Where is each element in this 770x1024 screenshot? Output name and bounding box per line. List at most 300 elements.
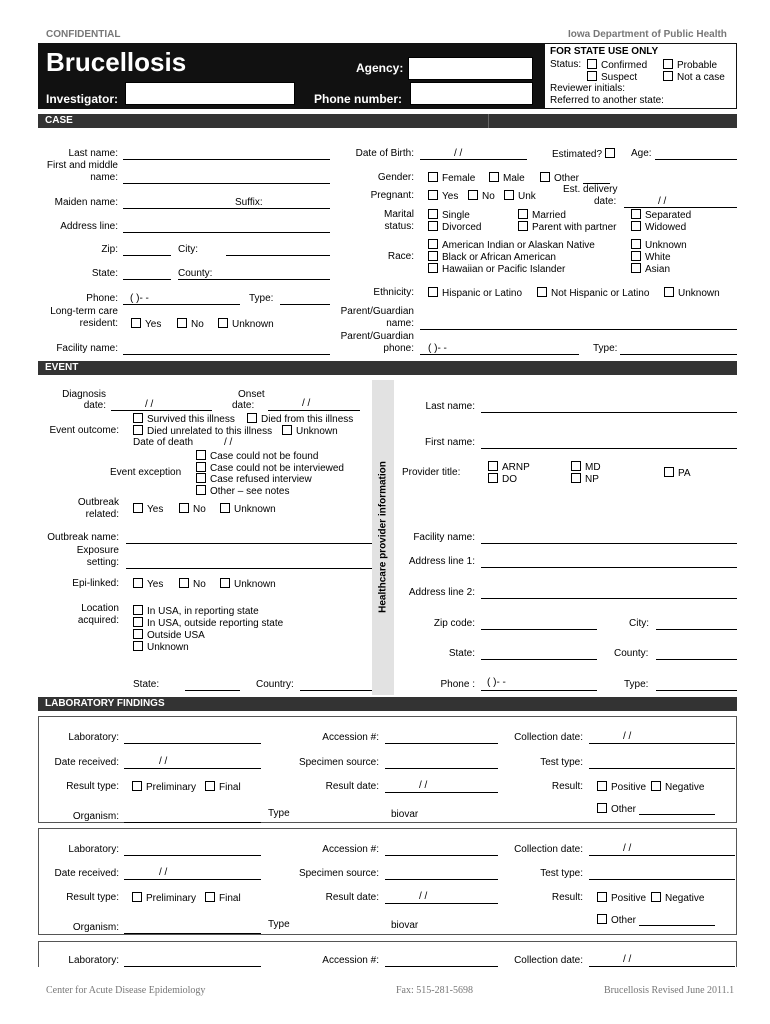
provider-np[interactable] <box>571 473 599 485</box>
checkbox-icon <box>664 467 674 477</box>
loc-in-state-label: In USA, in reporting state <box>147 606 259 617</box>
location-unknown[interactable] <box>133 641 189 653</box>
status-confirmed[interactable] <box>587 59 647 71</box>
ltc-label-2: resident: <box>79 318 118 329</box>
provider-arnp[interactable] <box>488 461 530 473</box>
preliminary-label: Preliminary <box>146 893 197 904</box>
organism-label: Organism: <box>72 922 119 933</box>
outbreak-related-label-2: related: <box>85 509 119 520</box>
state-field[interactable] <box>123 279 171 280</box>
checkbox-icon <box>518 209 528 219</box>
exposure-label-1: Exposure <box>76 545 119 556</box>
suffix-label: Suffix: <box>235 197 263 208</box>
single-label: Single <box>442 210 470 221</box>
provider-type-label: Type: <box>624 679 649 690</box>
provider-type-field[interactable] <box>656 690 737 691</box>
checkbox-icon <box>133 617 143 627</box>
outcome-died-unrelated[interactable] <box>133 425 272 437</box>
est-delivery-field[interactable] <box>624 207 737 208</box>
checkbox-icon <box>196 485 206 495</box>
epi-yes[interactable] <box>133 578 163 590</box>
case-bar-divider <box>488 114 489 128</box>
accession-field[interactable] <box>385 966 498 967</box>
phone-format: ( )- - <box>130 293 149 304</box>
date-received-field[interactable] <box>124 768 261 769</box>
organism-field[interactable] <box>124 822 261 823</box>
checkbox-icon <box>132 781 142 791</box>
lab-result-box-2 <box>38 828 737 935</box>
provider-facility-label: Facility name: <box>413 532 475 543</box>
result-final[interactable] <box>205 781 241 793</box>
estimated-label: Estimated? <box>552 149 603 160</box>
ltc-label-1: Long-term care <box>50 306 118 317</box>
zip-field[interactable] <box>123 255 171 256</box>
other-label: Other <box>611 915 637 926</box>
checkbox-icon <box>133 425 143 435</box>
guardian-phone-label-2: phone: <box>383 343 414 354</box>
provider-city-label: City: <box>629 618 649 629</box>
dob-slashes: / / <box>454 148 463 159</box>
guardian-phone-label-1: Parent/Guardian <box>340 331 414 342</box>
probable-label: Probable <box>677 60 718 71</box>
department-label: Iowa Department of Public Health <box>568 29 727 40</box>
onset-date-field[interactable] <box>268 410 360 411</box>
reviewer-initials-label: Reviewer initials: <box>550 83 626 94</box>
checkbox-icon <box>663 71 673 81</box>
result-date-field[interactable] <box>385 903 498 904</box>
guardian-phone-format: ( )- - <box>428 343 447 354</box>
phone-field[interactable] <box>123 304 240 305</box>
county-field[interactable] <box>178 279 330 280</box>
last-name-field[interactable] <box>123 159 330 160</box>
collection-date-label: Collection date: <box>514 955 583 966</box>
est-delivery-label-1: Est. delivery <box>563 184 618 195</box>
checkbox-icon <box>205 781 215 791</box>
ltc-unknown[interactable] <box>218 318 274 330</box>
exception-refused[interactable] <box>196 473 312 485</box>
ethnicity-hispanic[interactable] <box>428 287 522 299</box>
exposure-field[interactable] <box>126 568 372 569</box>
gender-label: Gender: <box>377 172 414 183</box>
checkbox-icon <box>488 473 498 483</box>
other-label: Other <box>554 173 580 184</box>
laboratory-field[interactable] <box>124 855 261 856</box>
lab-result-box-1 <box>38 716 737 823</box>
negative-label: Negative <box>665 782 705 793</box>
guardian-name-label-1: Parent/Guardian <box>340 306 414 317</box>
checkbox-icon <box>428 251 438 261</box>
agency-label: Agency: <box>356 61 404 75</box>
checkbox-icon <box>587 59 597 69</box>
state-label: State: <box>91 268 118 279</box>
first-middle-label-1: First and middle <box>46 160 118 171</box>
marital-separated[interactable] <box>631 209 691 221</box>
provider-title-label: Provider title: <box>402 467 461 478</box>
type-label: Type <box>268 919 290 930</box>
final-label: Final <box>219 782 241 793</box>
dob-label: Date of Birth: <box>355 148 414 159</box>
marital-parent-partner[interactable] <box>518 221 617 233</box>
provider-first-name-label: First name: <box>424 437 475 448</box>
status-suspect[interactable] <box>587 71 637 83</box>
date-received-field[interactable] <box>124 879 261 880</box>
result-other-field[interactable] <box>639 925 715 926</box>
result-positive[interactable] <box>597 892 646 904</box>
date-of-death-label: Date of death <box>133 437 194 448</box>
pregnant-no[interactable] <box>468 190 495 202</box>
location-outside-usa[interactable] <box>133 629 205 641</box>
maiden-name-field[interactable] <box>123 208 330 209</box>
result-preliminary[interactable] <box>132 781 196 793</box>
onset-slashes: / / <box>302 398 311 409</box>
provider-do[interactable] <box>488 473 517 485</box>
phone-number-field[interactable] <box>410 82 533 105</box>
dob-field[interactable] <box>420 159 527 160</box>
loc-unknown-label: Unknown <box>147 642 189 653</box>
race-unknown-label: Unknown <box>645 240 687 251</box>
epi-no[interactable] <box>179 578 206 590</box>
marital-label-1: Marital <box>383 209 414 220</box>
checkbox-icon <box>597 892 607 902</box>
checkbox-icon <box>196 450 206 460</box>
date-received-label: Date received: <box>54 757 119 768</box>
laboratory-label: Laboratory: <box>68 955 119 966</box>
exposure-label-2: setting: <box>86 557 119 568</box>
checkbox-icon <box>282 425 292 435</box>
checkbox-icon <box>133 503 143 513</box>
male-label: Male <box>503 173 525 184</box>
outbreak-name-field[interactable] <box>126 543 372 544</box>
ethnicity-unknown[interactable] <box>664 287 720 299</box>
test-type-field[interactable] <box>589 768 735 769</box>
checkbox-icon <box>220 578 230 588</box>
provider-facility-field[interactable] <box>481 543 737 544</box>
checkbox-icon <box>133 641 143 651</box>
checkbox-icon <box>651 781 661 791</box>
result-other-field[interactable] <box>639 814 715 815</box>
suspect-label: Suspect <box>601 72 638 83</box>
age-field[interactable] <box>655 159 737 160</box>
result-other[interactable] <box>597 914 636 926</box>
lab-result-box-3 <box>38 941 737 967</box>
negative-label: Negative <box>665 893 705 904</box>
provider-zip-field[interactable] <box>481 629 597 630</box>
specimen-source-field[interactable] <box>385 768 498 769</box>
zip-label: Zip: <box>101 244 118 255</box>
gender-male[interactable] <box>489 172 525 184</box>
location-out-state[interactable] <box>133 617 283 629</box>
checkbox-icon <box>605 148 615 158</box>
provider-state-field[interactable] <box>481 659 597 660</box>
provider-last-name-field[interactable] <box>481 412 737 413</box>
checkbox-icon <box>133 629 143 639</box>
checkbox-icon <box>518 221 528 231</box>
status-probable[interactable] <box>663 59 717 71</box>
np-label: NP <box>585 474 599 485</box>
address-line-field[interactable] <box>123 232 330 233</box>
test-type-field[interactable] <box>589 879 735 880</box>
no-label: No <box>191 319 204 330</box>
organism-label: Organism: <box>72 811 119 822</box>
checkbox-icon <box>428 209 438 219</box>
checkbox-icon <box>428 239 438 249</box>
laboratory-label: Laboratory: <box>68 844 119 855</box>
agency-field[interactable] <box>408 57 533 80</box>
location-state-field[interactable] <box>185 690 240 691</box>
outbreak-yes[interactable] <box>133 503 163 515</box>
outcome-unknown[interactable] <box>282 425 338 437</box>
state-use-title: FOR STATE USE ONLY <box>550 46 659 57</box>
loc-out-state-label: In USA, outside reporting state <box>147 618 284 629</box>
checkbox-icon <box>428 221 438 231</box>
address-line-label: Address line: <box>60 221 118 232</box>
yes-label: Yes <box>147 504 164 515</box>
result-type-label: Result type: <box>66 892 119 903</box>
checkbox-icon <box>504 190 514 200</box>
lab-section-bar: LABORATORY FINDINGS <box>38 697 737 711</box>
race-white[interactable] <box>631 251 671 263</box>
status-not-a-case[interactable] <box>663 71 725 83</box>
widowed-label: Widowed <box>645 222 687 233</box>
epi-unknown[interactable] <box>220 578 276 590</box>
location-country-field[interactable] <box>300 690 372 691</box>
race-label: Race: <box>387 251 414 262</box>
checkbox-icon <box>133 578 143 588</box>
checkbox-icon <box>179 578 189 588</box>
yes-label: Yes <box>147 579 164 590</box>
positive-label: Positive <box>611 893 647 904</box>
checkbox-icon <box>631 251 641 261</box>
ethnicity-not-hispanic[interactable] <box>537 287 649 299</box>
result-preliminary[interactable] <box>132 892 196 904</box>
investigator-field[interactable] <box>125 82 295 105</box>
race-hawaiian[interactable] <box>428 263 565 275</box>
checkbox-icon <box>131 318 141 328</box>
provider-county-field[interactable] <box>656 659 737 660</box>
diagnosis-label-2: date: <box>83 400 106 411</box>
arnp-label: ARNP <box>502 462 530 473</box>
checkbox-icon <box>196 473 206 483</box>
checkbox-icon <box>631 239 641 249</box>
marital-married[interactable] <box>518 209 566 221</box>
checkbox-icon <box>220 503 230 513</box>
pregnant-yes[interactable] <box>428 190 458 202</box>
checkbox-icon <box>631 209 641 219</box>
location-label-2: acquired: <box>77 615 119 626</box>
phone-type-label: Type: <box>249 293 274 304</box>
checkbox-icon <box>488 461 498 471</box>
race-aian[interactable] <box>428 239 595 251</box>
accession-field[interactable] <box>385 855 498 856</box>
collection-date-field[interactable] <box>589 966 735 967</box>
ltc-no[interactable] <box>177 318 204 330</box>
first-middle-field[interactable] <box>123 183 330 184</box>
provider-address2-field[interactable] <box>481 598 737 599</box>
provider-state-label: State: <box>448 648 475 659</box>
provider-address1-field[interactable] <box>481 567 737 568</box>
result-date-field[interactable] <box>385 792 498 793</box>
checkbox-icon <box>537 287 547 297</box>
phone-type-field[interactable] <box>280 304 330 305</box>
provider-county-label: County: <box>614 648 649 659</box>
checkbox-icon <box>247 413 257 423</box>
positive-label: Positive <box>611 782 647 793</box>
checkbox-icon <box>631 263 641 273</box>
provider-first-name-field[interactable] <box>481 448 737 449</box>
result-date-slashes: / / <box>419 780 428 791</box>
collection-slashes: / / <box>623 843 632 854</box>
guardian-name-field[interactable] <box>420 329 737 330</box>
specimen-source-label: Specimen source: <box>298 868 379 879</box>
type-label: Type <box>268 808 290 819</box>
location-in-state[interactable] <box>133 605 259 617</box>
guardian-phone-field[interactable] <box>420 354 579 355</box>
exc-refused-label: Case refused interview <box>210 474 312 485</box>
survived-label: Survived this illness <box>147 414 235 425</box>
event-exception-label: Event exception <box>110 467 182 478</box>
exception-not-found[interactable] <box>196 450 318 462</box>
not-hispanic-label: Not Hispanic or Latino <box>551 288 650 299</box>
female-label: Female <box>442 173 476 184</box>
result-other[interactable] <box>597 803 636 815</box>
location-country-label: Country: <box>256 679 294 690</box>
died-unrelated-label: Died unrelated to this illness <box>147 426 273 437</box>
do-label: DO <box>502 474 517 485</box>
provider-phone-field[interactable] <box>481 690 597 691</box>
result-negative[interactable] <box>651 781 704 793</box>
checkbox-icon <box>540 172 550 182</box>
outbreak-unknown[interactable] <box>220 503 276 515</box>
checkbox-icon <box>133 413 143 423</box>
biovar-label: biovar <box>391 920 419 931</box>
married-label: Married <box>532 210 566 221</box>
exception-other[interactable] <box>196 485 290 497</box>
specimen-source-field[interactable] <box>385 879 498 880</box>
result-label: Result: <box>551 781 583 792</box>
checkbox-icon <box>428 190 438 200</box>
outbreak-no[interactable] <box>179 503 206 515</box>
outbreak-related-label-1: Outbreak <box>77 497 119 508</box>
accession-field[interactable] <box>385 743 498 744</box>
marital-single[interactable] <box>428 209 470 221</box>
checkbox-icon <box>597 803 607 813</box>
guardian-type-field[interactable] <box>620 354 737 355</box>
est-delivery-slashes: / / <box>658 196 667 207</box>
county-label: County: <box>178 268 213 279</box>
marital-divorced[interactable] <box>428 221 481 233</box>
collection-date-field[interactable] <box>589 743 735 744</box>
diagnosis-date-field[interactable] <box>111 410 212 411</box>
result-label: Result: <box>551 892 583 903</box>
aian-label: American Indian or Alaskan Native <box>442 240 595 251</box>
outcome-unknown-label: Unknown <box>296 426 338 437</box>
died-from-label: Died from this illness <box>261 414 354 425</box>
marital-label-2: status: <box>384 221 414 232</box>
result-positive[interactable] <box>597 781 646 793</box>
case-section-bar: CASE <box>38 114 737 128</box>
phone-number-label: Phone number: <box>314 92 403 106</box>
checkbox-icon <box>218 318 228 328</box>
exc-not-interviewed-label: Case could not be interviewed <box>210 463 344 474</box>
checkbox-icon <box>133 605 143 615</box>
status-label: Status: <box>550 59 582 70</box>
race-unknown[interactable] <box>631 239 687 251</box>
outcome-died-from[interactable] <box>247 413 353 425</box>
provider-phone-label: Phone : <box>440 679 475 690</box>
outcome-survived[interactable] <box>133 413 235 425</box>
unknown-label: Unknown <box>234 579 276 590</box>
guardian-name-label-2: name: <box>386 318 414 329</box>
provider-md[interactable] <box>571 461 601 473</box>
result-negative[interactable] <box>651 892 704 904</box>
race-black[interactable] <box>428 251 556 263</box>
event-outcome-label: Event outcome: <box>49 425 119 436</box>
facility-name-field[interactable] <box>123 354 330 355</box>
est-delivery-label-2: date: <box>594 196 617 207</box>
estimated-checkbox[interactable] <box>552 148 619 160</box>
collection-slashes: / / <box>623 731 632 742</box>
footer-right: Brucellosis Revised June 2011.1 <box>604 985 735 996</box>
checkbox-icon <box>428 263 438 273</box>
unknown-label: Unknown <box>232 319 274 330</box>
laboratory-field[interactable] <box>124 743 261 744</box>
footer-left: Center for Acute Disease Epidemiology <box>46 985 206 996</box>
gender-other[interactable] <box>540 172 579 184</box>
checkbox-icon <box>597 914 607 924</box>
collection-slashes: / / <box>623 954 632 965</box>
divorced-label: Divorced <box>442 222 482 233</box>
exc-not-found-label: Case could not be found <box>210 451 319 462</box>
onset-label-1: Onset <box>238 389 265 400</box>
pregnant-unk[interactable] <box>504 190 536 202</box>
no-label: No <box>193 504 206 515</box>
test-type-label: Test type: <box>540 868 583 879</box>
provider-pa[interactable] <box>664 467 691 479</box>
checkbox-icon <box>597 781 607 791</box>
ltc-yes[interactable] <box>131 318 161 330</box>
provider-zip-label: Zip code: <box>433 618 475 629</box>
accession-label: Accession #: <box>322 732 379 743</box>
provider-phone-format: ( )- - <box>487 677 506 688</box>
separated-label: Separated <box>645 210 692 221</box>
epi-linked-label: Epi-linked: <box>72 578 119 589</box>
investigator-label: Investigator: <box>46 92 119 106</box>
checkbox-icon <box>196 462 206 472</box>
collection-date-label: Collection date: <box>514 844 583 855</box>
organism-field[interactable] <box>124 933 261 934</box>
hispanic-label: Hispanic or Latino <box>442 288 523 299</box>
death-slashes: / / <box>224 437 233 448</box>
accession-label: Accession #: <box>322 844 379 855</box>
city-label: City: <box>178 244 198 255</box>
unk-label: Unk <box>518 191 536 202</box>
marital-widowed[interactable] <box>631 221 686 233</box>
provider-vertical-label: Healthcare provider information <box>377 461 389 613</box>
race-asian[interactable] <box>631 263 670 275</box>
laboratory-field[interactable] <box>124 966 261 967</box>
preliminary-label: Preliminary <box>146 782 197 793</box>
collection-date-field[interactable] <box>589 855 735 856</box>
guardian-type-label: Type: <box>593 343 618 354</box>
city-field[interactable] <box>226 255 330 256</box>
provider-city-field[interactable] <box>656 629 737 630</box>
result-final[interactable] <box>205 892 241 904</box>
ethnicity-label: Ethnicity: <box>373 287 414 298</box>
maiden-name-label: Maiden name: <box>54 197 118 208</box>
gender-female[interactable] <box>428 172 475 184</box>
collection-date-label: Collection date: <box>514 732 583 743</box>
checkbox-icon <box>177 318 187 328</box>
